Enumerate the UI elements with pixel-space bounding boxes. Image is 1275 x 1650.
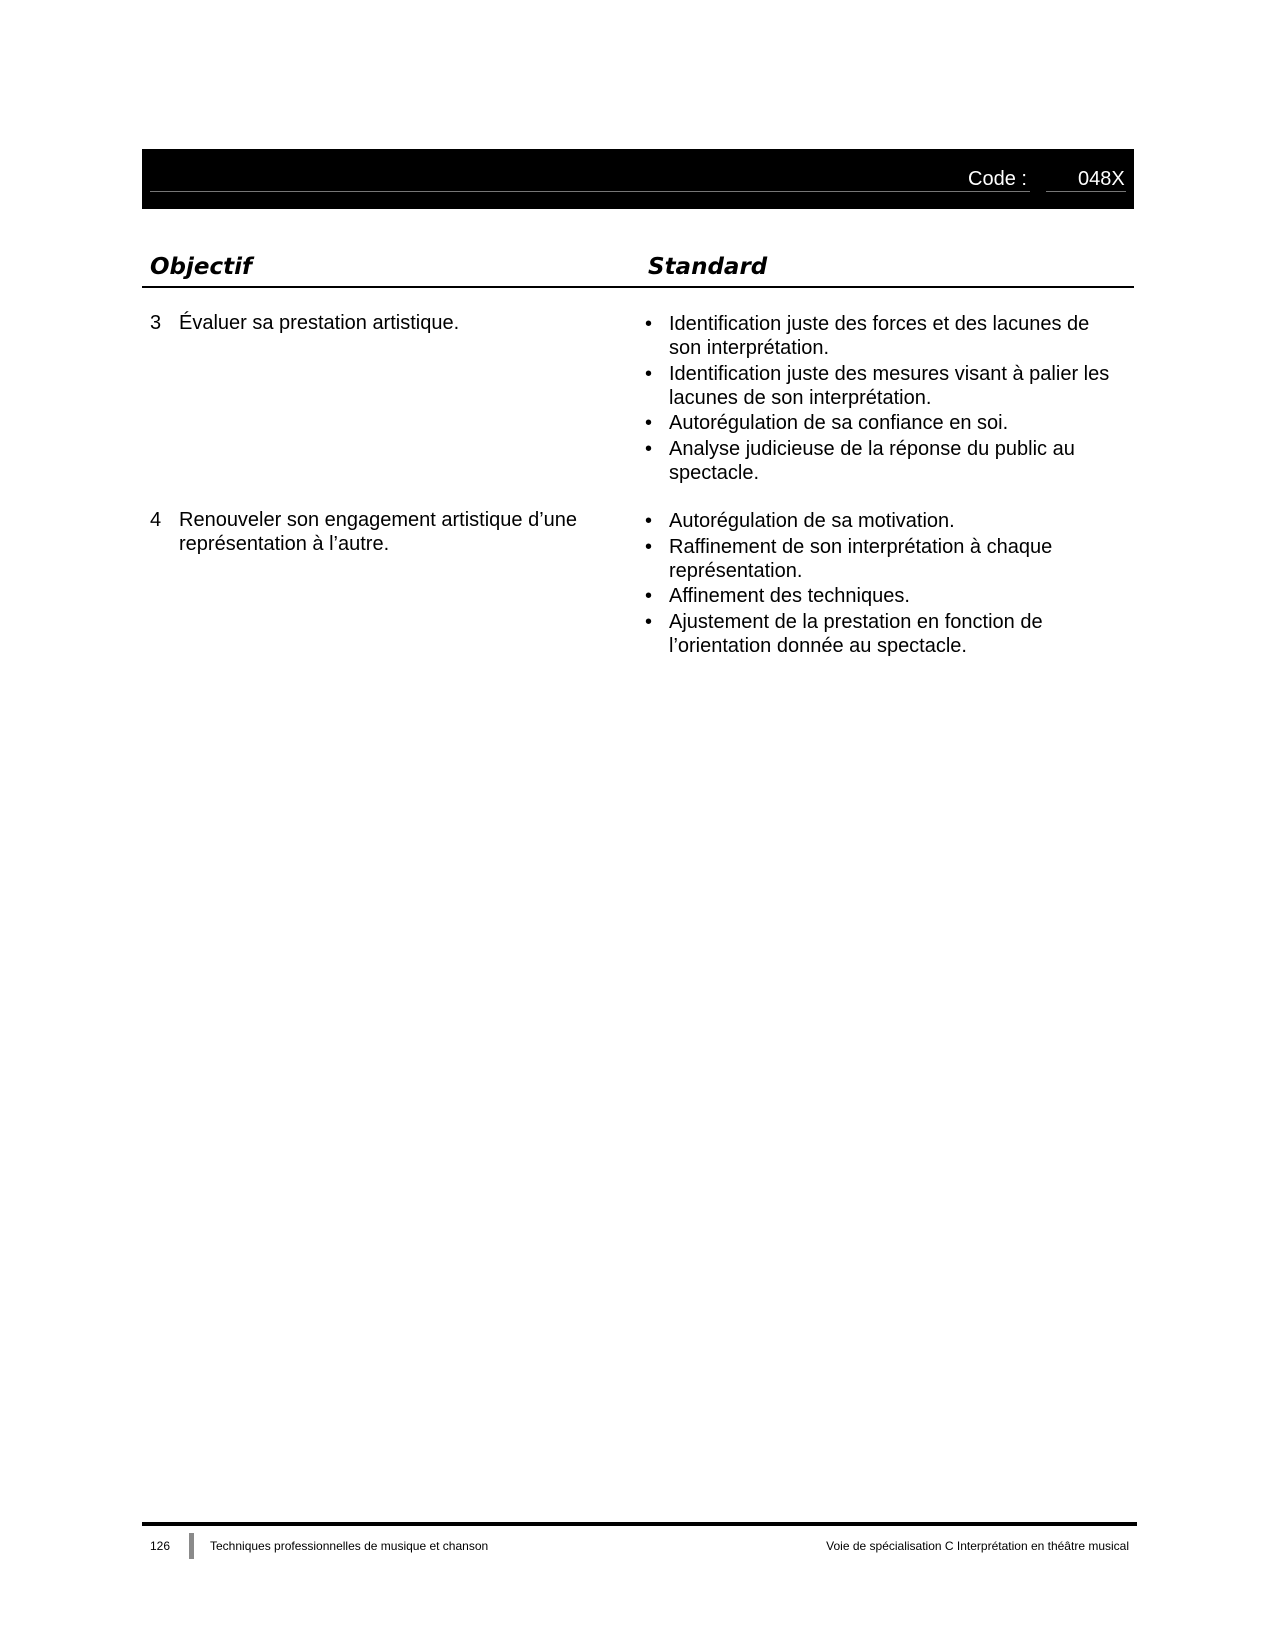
footer-program-title: Techniques professionnelles de musique et chanson xyxy=(210,1539,489,1553)
objective-item xyxy=(150,311,610,335)
standard-item: • Ajustement de la prestation en fonction de l’orientation donnée au spectacle. xyxy=(645,610,1125,658)
code-header-bar xyxy=(142,149,1134,209)
footer-rule xyxy=(142,1522,1137,1526)
objective-text: Renouveler son engagement artistique d’une représentation à l’autre. xyxy=(179,509,578,555)
objective-number: 3 xyxy=(150,312,162,334)
page-number: 126 xyxy=(150,1539,171,1553)
standard-item: • Analyse judicieuse de la réponse du public au spectacle. xyxy=(645,437,1125,485)
header-rule-left xyxy=(150,191,1030,192)
footer-specialization-title: Voie de spécialisation C Interprétation en théâtre musical xyxy=(826,1539,1129,1553)
standard-column-heading: Standard xyxy=(648,254,768,280)
header-rule-right xyxy=(1046,191,1126,192)
heading-divider xyxy=(142,286,1134,288)
standard-item: • Raffinement de son interprétation à chaque représentation. xyxy=(645,535,1125,583)
standard-list xyxy=(645,509,1125,659)
objective-item xyxy=(150,508,610,556)
standard-list xyxy=(645,312,1125,486)
objective-column-heading: Objectif xyxy=(150,254,253,280)
standard-item: • Identification juste des mesures visant à palier les lacunes de son interprétation. xyxy=(645,362,1125,410)
standard-item: • Autorégulation de sa motivation. xyxy=(645,509,1125,533)
standard-item: • Identification juste des forces et des lacunes de son interprétation. xyxy=(645,312,1125,360)
objective-text: Évaluer sa prestation artistique. xyxy=(179,312,460,334)
objective-number: 4 xyxy=(150,509,162,531)
standard-item: • Autorégulation de sa confiance en soi. xyxy=(645,411,1125,435)
code-value: 048X xyxy=(1078,168,1125,190)
footer-separator xyxy=(189,1533,194,1559)
code-label: Code : xyxy=(968,168,1027,190)
standard-item: • Affinement des techniques. xyxy=(645,584,1125,608)
